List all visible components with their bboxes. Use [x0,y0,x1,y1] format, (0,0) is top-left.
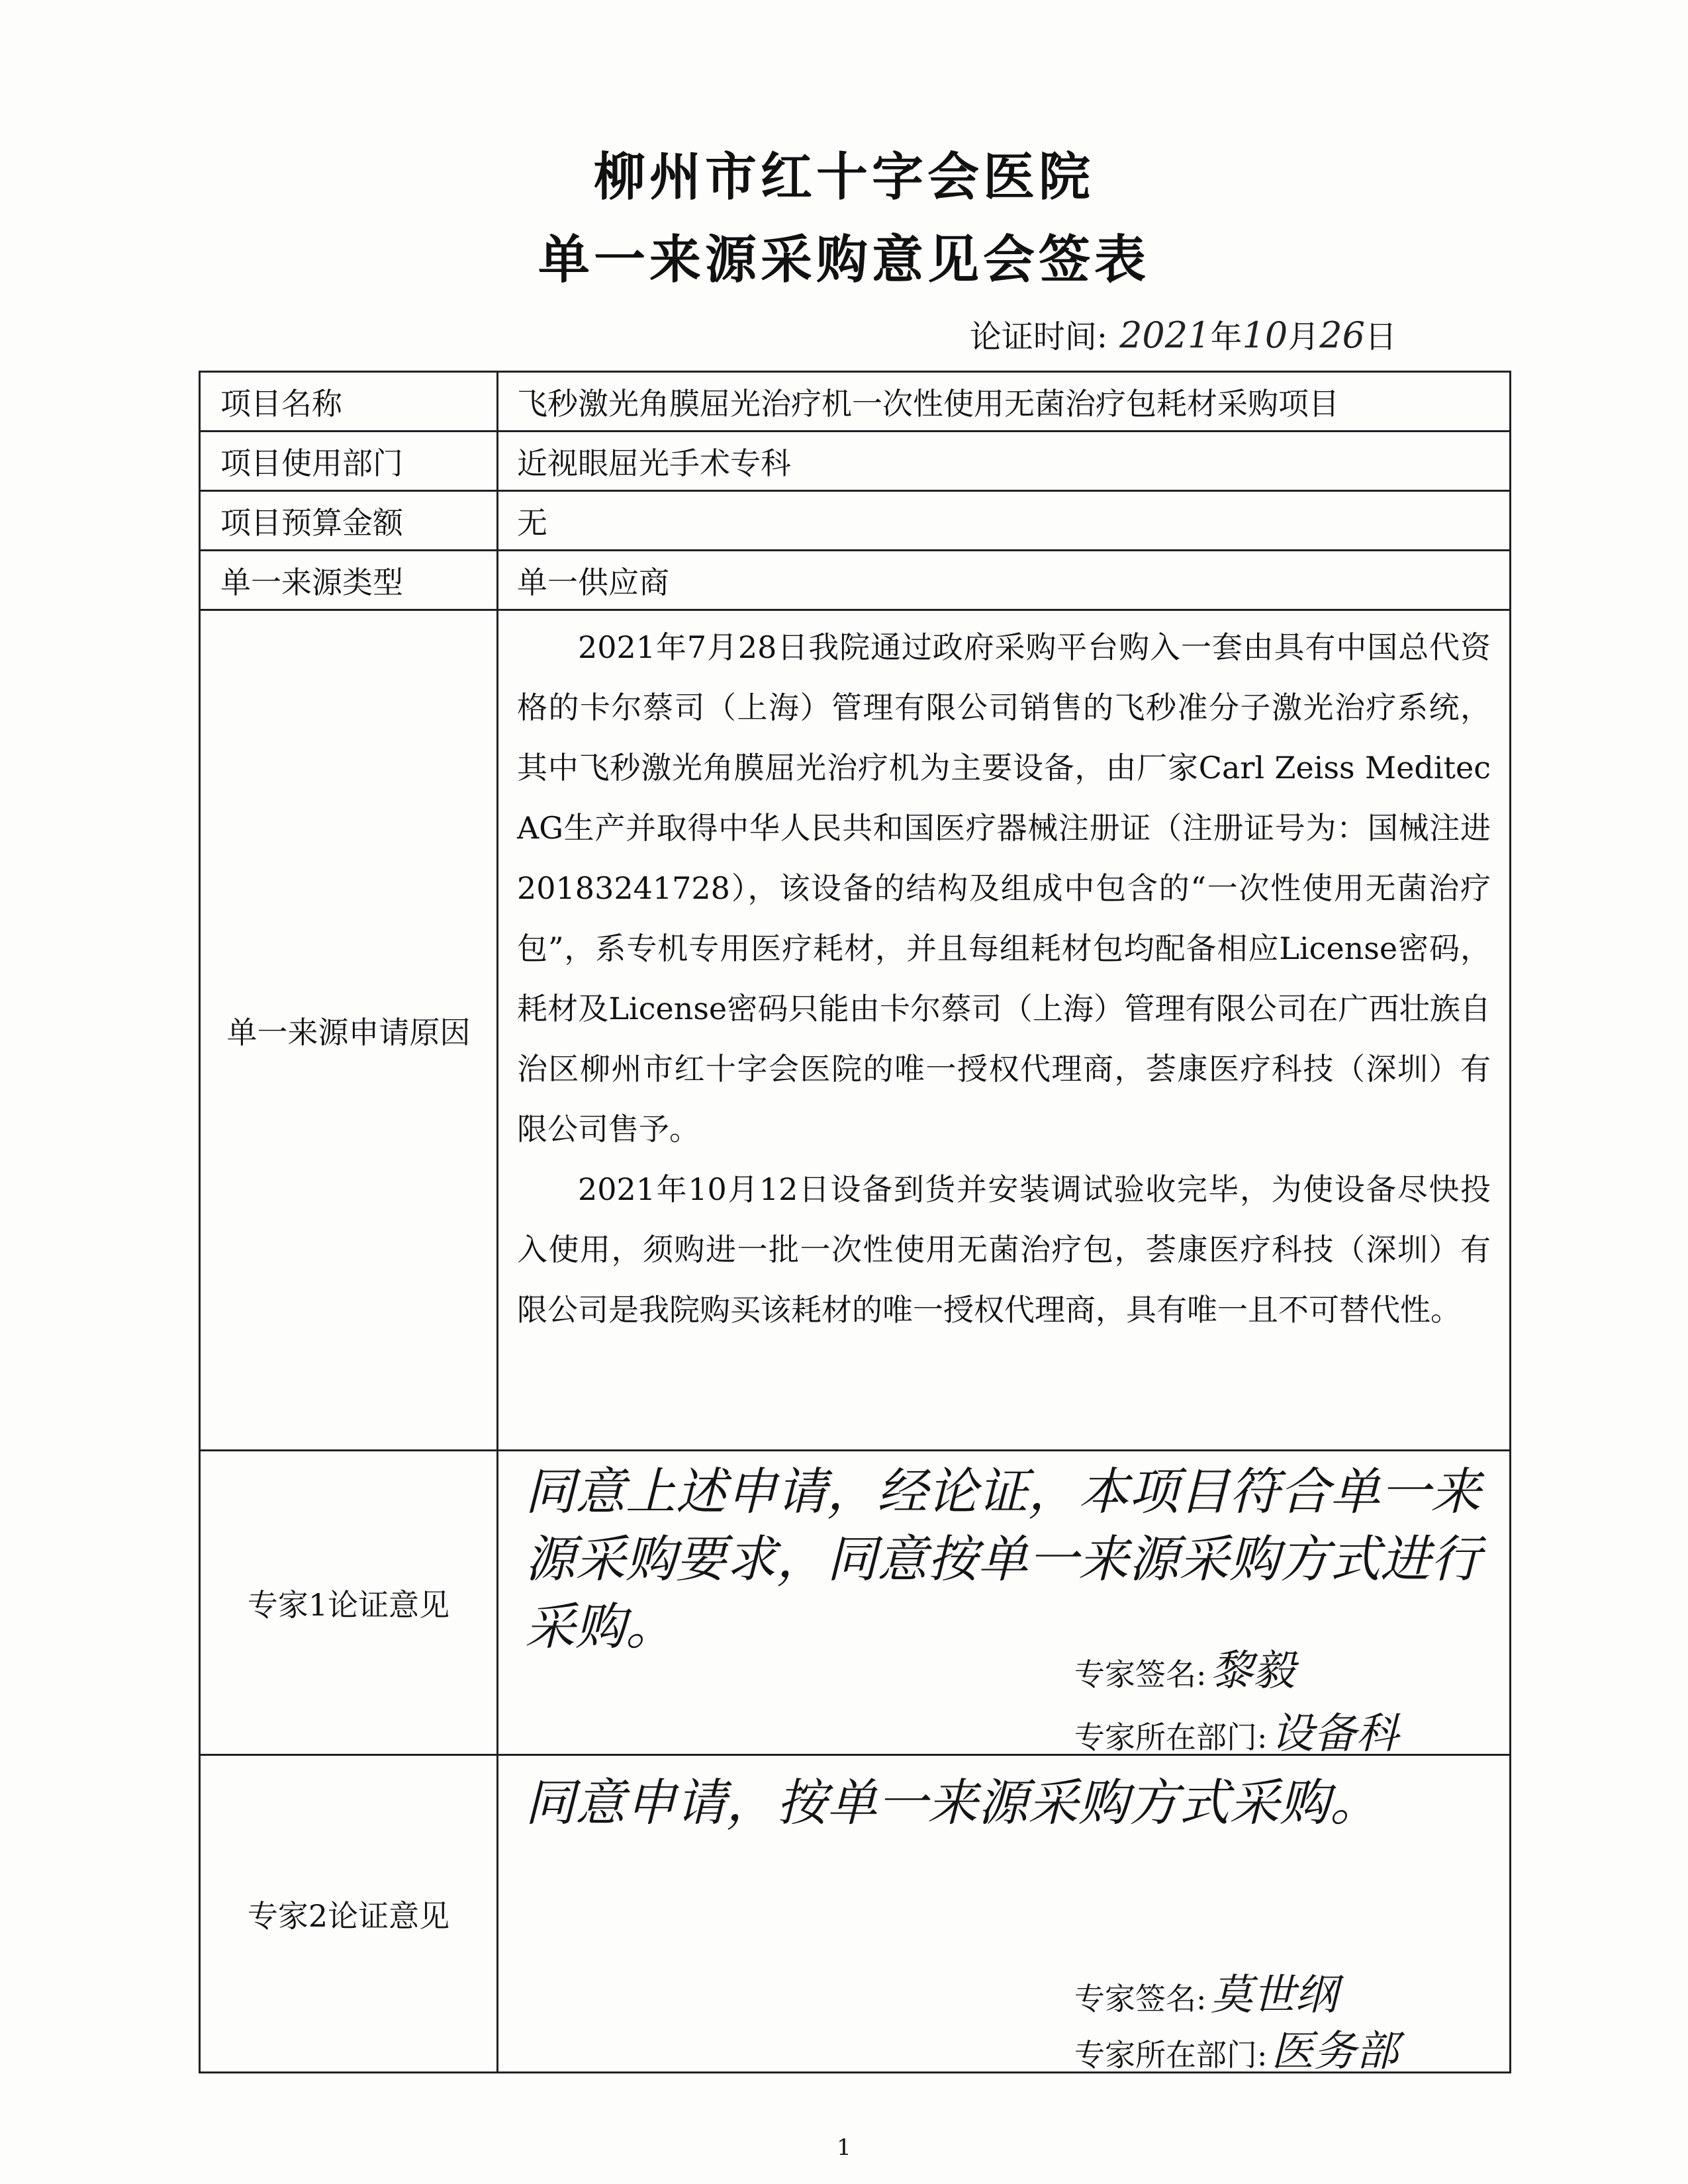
row-department [200,432,1511,491]
row-expert1 [200,1451,1511,1755]
row-reason [200,610,1511,1451]
row-budget [200,491,1511,551]
row-project-name [200,372,1511,432]
reason-paragraph-2: 2021年10月12日设备到货并安装调试验收完毕，为使设备尽快投入使用，须购进一批一次性使用无菌治疗包，荟康医疗科技（深圳）有限公司是我院购买该耗材的唯一授权代理商，具有唯一且不可替代性。 [517,1171,1491,1328]
expert1-label: 专家1论证意见 [200,1451,498,1755]
date-year-unit: 年 [1210,318,1243,355]
expert1-signature-line [1074,1637,1295,1698]
row-source-type [200,551,1511,610]
budget-value: 无 [498,491,1511,551]
countersign-table [199,371,1511,2076]
expert1-handwritten-opinion: 同意上述申请，经论证，本项目符合单一来源采购要求，同意按单一来源采购方式进行采购。 [525,1462,1481,1656]
date-month: 10 [1242,314,1288,356]
row-expert2 [200,1755,1511,2073]
expert1-signature-label: 专家签名: [1074,1657,1207,1692]
project-name-label: 项目名称 [200,372,498,432]
expert2-signature-line [1074,1961,1338,2022]
date-year: 2021 [1119,314,1211,356]
date-label: 论证时间: [969,318,1108,355]
page-number: 1 [837,2134,851,2161]
expert2-department-line [1074,2017,1399,2078]
reason-label: 单一来源申请原因 [200,610,498,1451]
expert1-department: 设备科 [1271,1709,1399,1758]
expert1-department-label: 专家所在部门: [1074,1719,1268,1755]
expert2-opinion-cell [498,1755,1511,2076]
department-label: 项目使用部门 [200,432,498,491]
form-title: 单一来源采购意见会签表 [538,230,1150,290]
department-value: 近视眼屈光手术专科 [498,432,1511,491]
date-day-unit: 日 [1364,318,1397,355]
budget-label: 项目预算金额 [200,491,498,551]
expert1-opinion-cell [498,1451,1511,1758]
expert1-department-line [1074,1700,1399,1760]
evaluation-date [970,311,1397,357]
source-type-label: 单一来源类型 [200,551,498,610]
project-name-value: 飞秒激光角膜屈光治疗机一次性使用无菌治疗包耗材采购项目 [498,372,1511,432]
date-month-unit: 月 [1288,318,1320,355]
expert2-department-label: 专家所在部门: [1074,2037,1268,2073]
reason-text [498,610,1511,1451]
date-day: 26 [1319,314,1365,356]
expert1-signature: 黎毅 [1210,1647,1295,1696]
reason-paragraph-1: 2021年7月28日我院通过政府采购平台购入一套由具有中国总代资格的卡尔蔡司（上海）管理有限公司销售的飞秒准分子激光治疗系统，其中飞秒激光角膜屈光治疗机为主要设备，由厂家Carl Zeiss Meditec AG生产并取得中华人民共和国医疗器械注册证（注册证号为：国械注进20183241728），该设备的结构及组成中包含的“一次性使用无菌治疗包”，系专机专用医疗耗材，并且每组耗材包均配备相应License密码，耗材及License密码只能由卡尔蔡司（上海）管理有限公司在广西壮族自治区柳州市红十字会医院的唯一授权代理商，荟康医疗科技（深圳）有限公司售予。 [517,629,1491,1147]
expert2-department: 医务部 [1271,2027,1399,2076]
hospital-title: 柳州市红十字会医院 [593,148,1094,207]
expert2-handwritten-opinion: 同意申请，按单一来源采购方式采购。 [525,1773,1380,1832]
source-type-value: 单一供应商 [498,551,1511,610]
expert2-signature-label: 专家签名: [1074,1981,1207,2017]
expert2-signature: 莫世纲 [1210,1971,1338,2020]
expert2-label: 专家2论证意见 [200,1755,498,2073]
